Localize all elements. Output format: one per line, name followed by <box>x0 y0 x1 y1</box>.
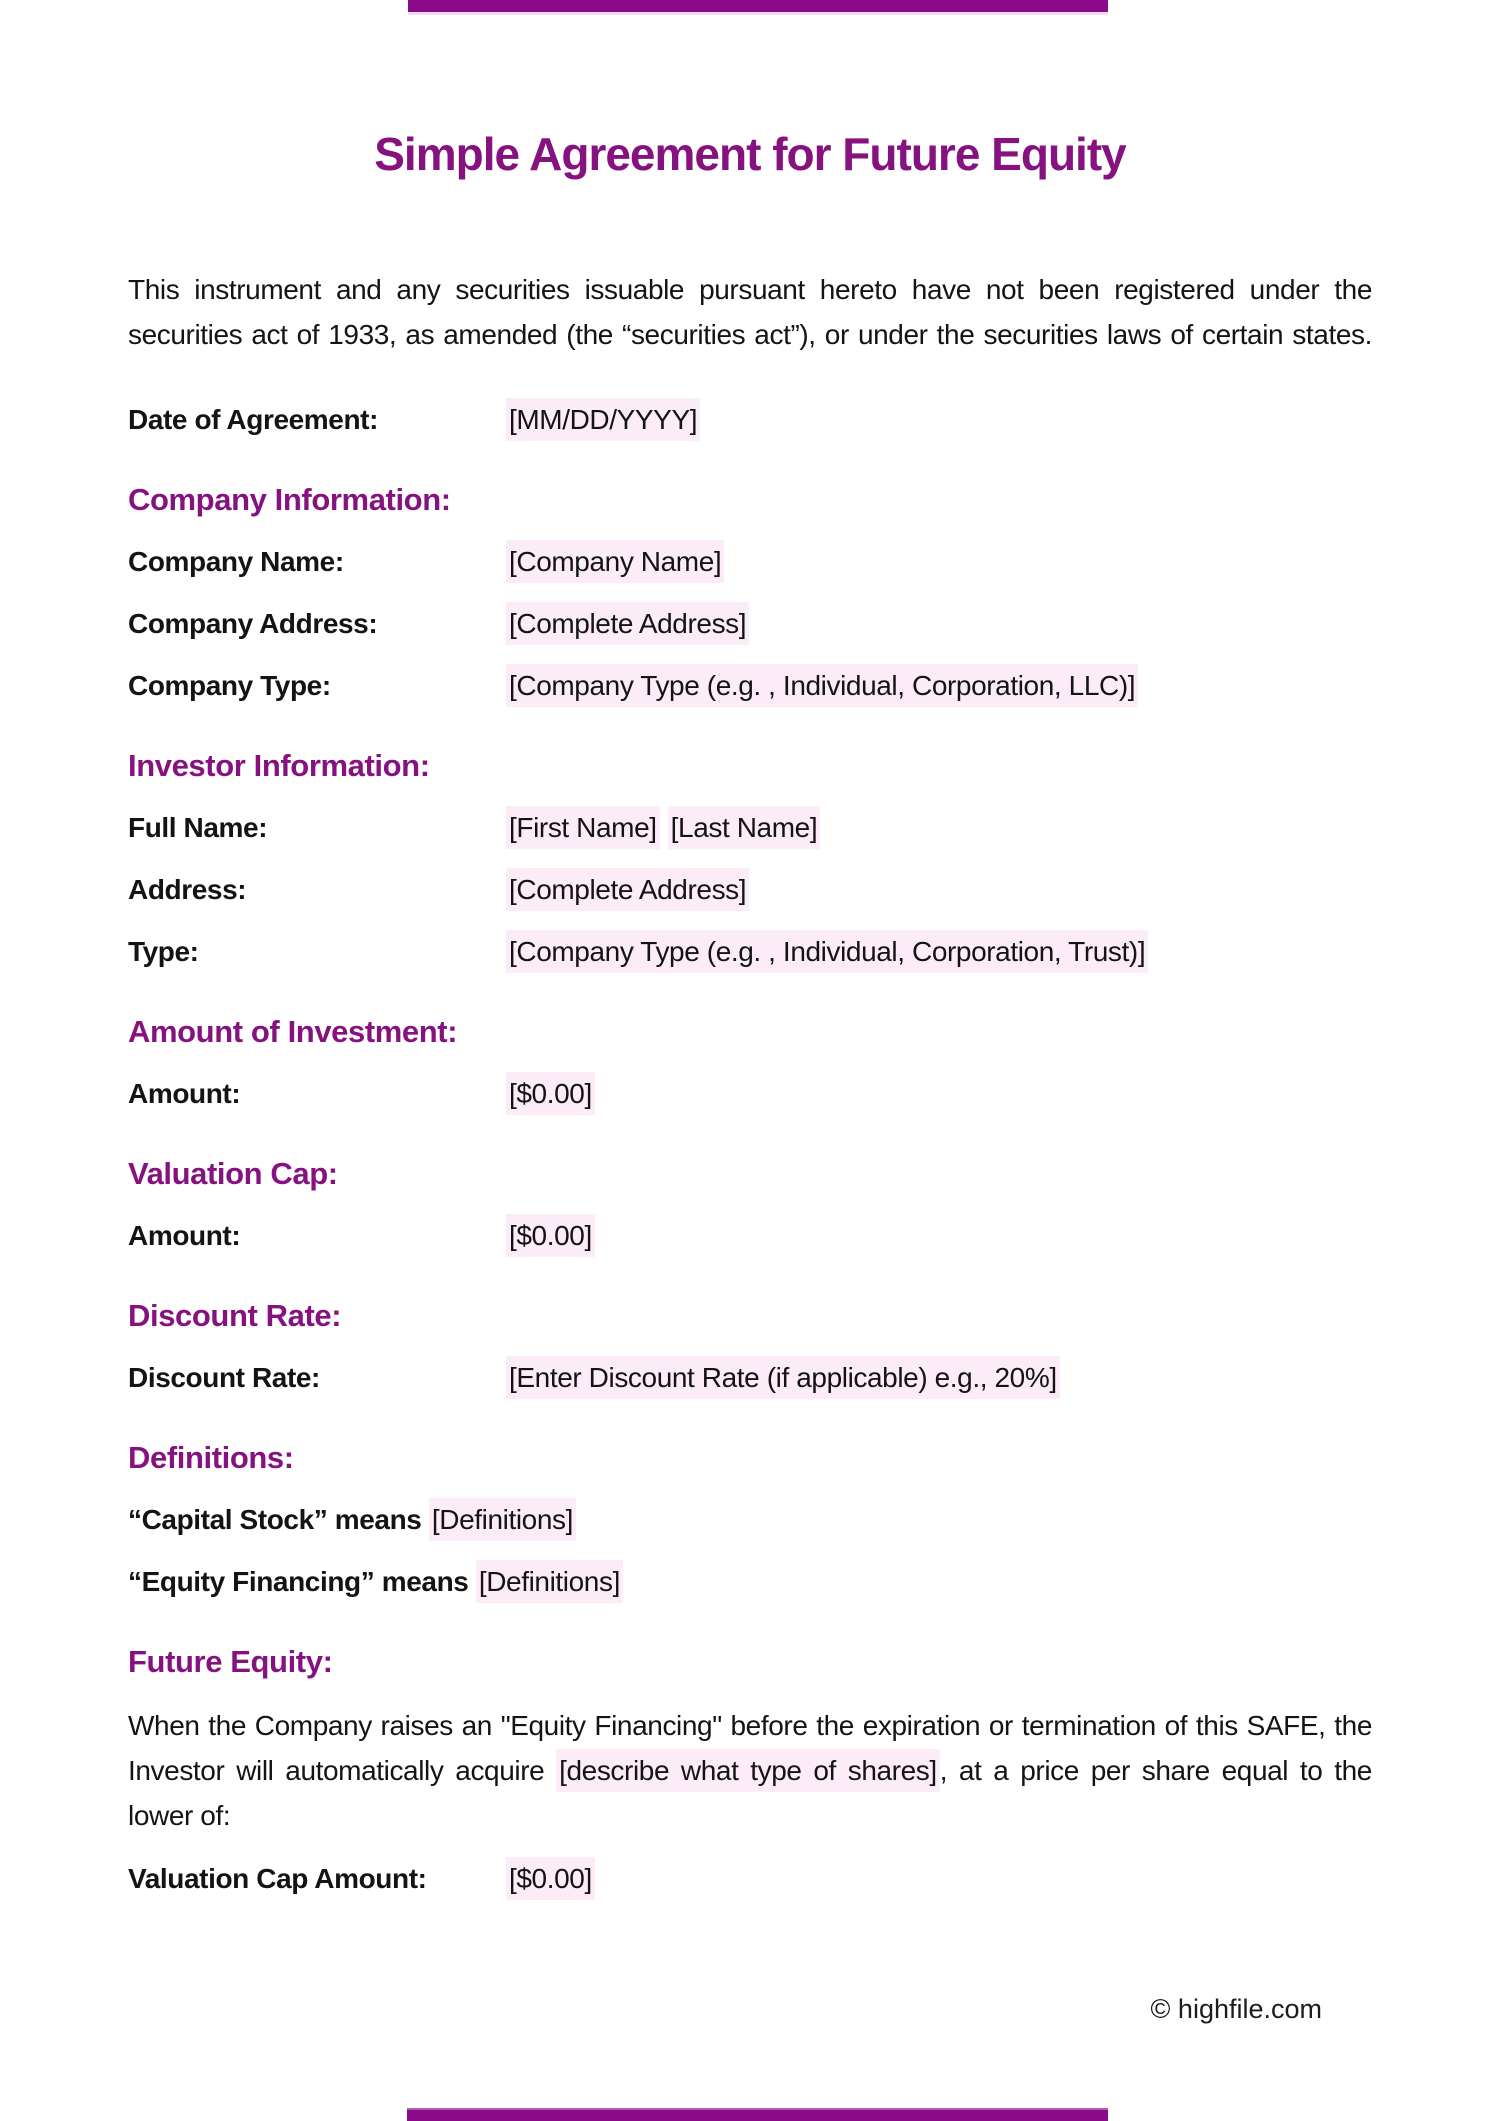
future-valuation-cap-value <box>506 1858 1372 1900</box>
investor-type-value <box>506 931 1372 973</box>
date-of-agreement-label: Date of Agreement: <box>128 403 379 435</box>
company-type-placeholder[interactable]: [Company Type (e.g. , Individual, Corporation, LLC)] <box>506 664 1138 707</box>
investment-amount-label: Amount: <box>128 1077 241 1109</box>
future-valuation-cap-placeholder[interactable]: [$0.00] <box>506 1857 595 1900</box>
company-type-value <box>506 665 1372 707</box>
section-heading-company-information: Company Information: <box>128 481 451 517</box>
company-address-value <box>506 603 1372 645</box>
field-row-company-name <box>128 541 1372 583</box>
copyright-notice: © highfile.com <box>1150 1994 1322 2024</box>
date-of-agreement-value <box>506 399 1372 441</box>
discount-rate-value <box>506 1357 1372 1399</box>
company-name-placeholder[interactable]: [Company Name] <box>506 540 724 583</box>
section-heading-investor-information: Investor Information: <box>128 747 430 783</box>
field-row-future-valuation-cap <box>128 1858 1372 1900</box>
section-heading-amount-of-investment: Amount of Investment: <box>128 1013 458 1049</box>
valuation-cap-amount-value <box>506 1215 1372 1257</box>
section-heading-discount-rate: Discount Rate: <box>128 1297 342 1333</box>
company-address-label: Company Address: <box>128 607 378 639</box>
capital-stock-placeholder[interactable]: [Definitions] <box>429 1498 576 1541</box>
bottom-accent-bar <box>407 2108 1108 2121</box>
definition-equity-financing <box>128 1561 1372 1603</box>
first-name-placeholder[interactable]: [First Name] <box>506 806 660 849</box>
field-row-investor-type <box>128 931 1372 973</box>
future-valuation-cap-label: Valuation Cap Amount: <box>128 1862 427 1894</box>
intro-paragraph: This instrument and any securities issuable pursuant hereto have not been registered under the securities act of 1933, as amended (the “securities act”), or under the securities laws of certain states. <box>128 273 1372 350</box>
investor-address-placeholder[interactable]: [Complete Address] <box>506 868 749 911</box>
company-name-value <box>506 541 1372 583</box>
equity-financing-placeholder[interactable]: [Definitions] <box>476 1560 623 1603</box>
field-row-company-address <box>128 603 1372 645</box>
investment-amount-value <box>506 1073 1372 1115</box>
field-row-investment-amount <box>128 1073 1372 1115</box>
company-address-placeholder[interactable]: [Complete Address] <box>506 602 749 645</box>
last-name-placeholder[interactable]: [Last Name] <box>668 806 821 849</box>
discount-rate-placeholder[interactable]: [Enter Discount Rate (if applicable) e.g., 20%] <box>506 1356 1060 1399</box>
equity-financing-term: “Equity Financing” means <box>128 1565 469 1597</box>
company-name-label: Company Name: <box>128 545 344 577</box>
section-heading-future-equity: Future Equity: <box>128 1643 333 1679</box>
investment-amount-placeholder[interactable]: [$0.00] <box>506 1072 595 1115</box>
future-equity-paragraph <box>128 1703 1372 1838</box>
field-row-valuation-cap-amount <box>128 1215 1372 1257</box>
discount-rate-label: Discount Rate: <box>128 1361 320 1393</box>
field-row-company-type <box>128 665 1372 707</box>
document-title: Simple Agreement for Future Equity <box>374 128 1126 180</box>
share-type-placeholder[interactable]: [describe what type of shares] <box>556 1749 940 1792</box>
future-equity-text-after: , at a price per share equal to the lower of: <box>128 1754 1372 1831</box>
valuation-cap-amount-label: Amount: <box>128 1219 241 1251</box>
investor-address-label: Address: <box>128 873 247 905</box>
future-equity-text-before: When the Company raises an "Equity Financing" before the expiration or termination of this SAFE, the Investor will automatically acquire <box>128 1709 1372 1786</box>
definition-capital-stock <box>128 1499 1372 1541</box>
date-placeholder[interactable]: [MM/DD/YYYY] <box>506 398 700 441</box>
section-heading-valuation-cap: Valuation Cap: <box>128 1155 338 1191</box>
investor-type-label: Type: <box>128 935 199 967</box>
full-name-value <box>506 807 1372 849</box>
valuation-cap-placeholder[interactable]: [$0.00] <box>506 1214 595 1257</box>
field-row-date-of-agreement <box>128 399 1372 441</box>
company-type-label: Company Type: <box>128 669 331 701</box>
capital-stock-term: “Capital Stock” means <box>128 1503 422 1535</box>
section-heading-definitions: Definitions: <box>128 1439 294 1475</box>
field-row-investor-address <box>128 869 1372 911</box>
field-row-discount-rate <box>128 1357 1372 1399</box>
field-row-full-name <box>128 807 1372 849</box>
investor-address-value <box>506 869 1372 911</box>
full-name-label: Full Name: <box>128 811 268 843</box>
document-body <box>128 0 1372 1920</box>
investor-type-placeholder[interactable]: [Company Type (e.g. , Individual, Corporation, Trust)] <box>506 930 1148 973</box>
